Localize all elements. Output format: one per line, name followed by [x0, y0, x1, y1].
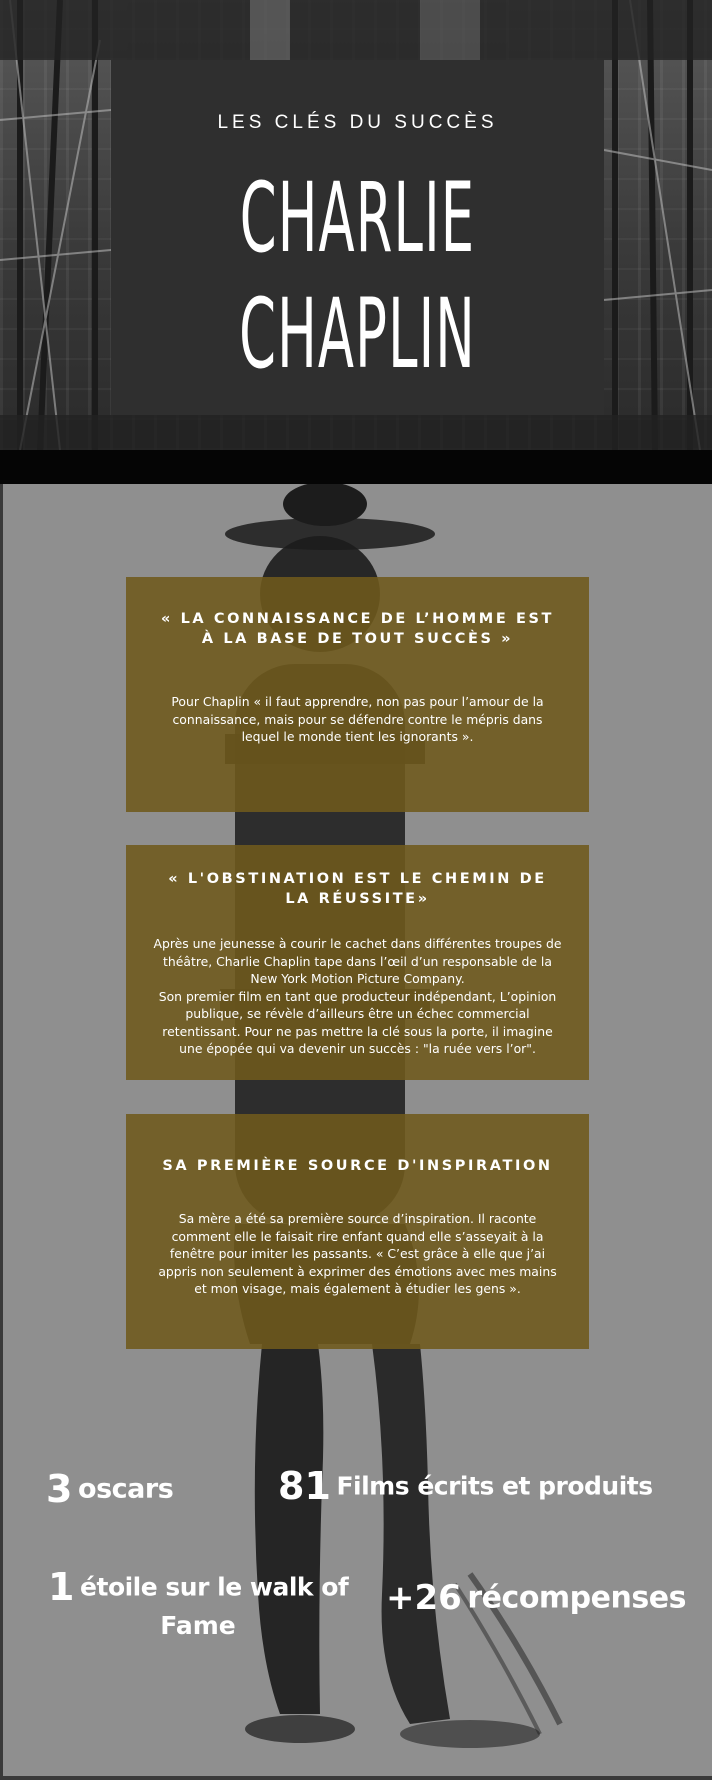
stat-number: 3	[46, 1467, 73, 1511]
card-title: « LA CONNAISSANCE DE L’HOMME EST À LA BASE DE TOUT SUCCÈS »	[160, 611, 555, 647]
stat-number: 1	[48, 1565, 75, 1609]
quote-card-inspiration	[126, 1114, 589, 1349]
card-title: « L'OBSTINATION EST LE CHEMIN DE LA RÉUSSITE»	[168, 871, 547, 907]
card-title: SA PREMIÈRE SOURCE D'INSPIRATION	[162, 1158, 553, 1174]
quote-card-knowledge	[126, 577, 589, 812]
stat-label: Films écrits et produits	[336, 1471, 653, 1501]
bottom-border	[0, 1776, 712, 1780]
hero-name	[222, 160, 493, 392]
card-body: Après une jeunesse à courir le cachet dans différentes troupes de théâtre, Charlie Chaplin tape dans l’œil d’un responsable de la New York Motion Picture Company. Son premier film en tant que producteur indépendant, L’opinion publique, se révèle d’ailleurs être un échec commercial retentissant. Pour ne pas mettre la clé sous la porte, il imagine une épopée qui va devenir un succès : "la ruée vers l’or".	[153, 936, 562, 1056]
stat-awards	[386, 1578, 686, 1618]
stat-oscars	[46, 1467, 173, 1511]
quote-card-obstination	[126, 845, 589, 1080]
card-body: Sa mère a été sa première source d’inspiration. Il raconte comment elle le faisait rire enfant quand elle s’asseyait à la fenêtre pour imiter les passants. « C’est grâce à elle que j’ai appris non seulement à exprimer des émotions avec mes mains et mon visage, mais également à étudier les gens ».	[158, 1211, 557, 1296]
stat-walk-of-fame	[48, 1565, 368, 1640]
black-divider-band	[0, 450, 712, 484]
hero-kicker: LES CLÉS DU SUCCÈS	[217, 112, 498, 133]
stat-label: oscars	[78, 1473, 174, 1505]
stat-label: récompenses	[467, 1580, 686, 1616]
stat-films	[278, 1464, 653, 1508]
hero-title-box	[111, 60, 604, 415]
hero-name-line1: CHARLIE	[239, 162, 476, 274]
stat-label-line1: étoile sur le walk of	[80, 1572, 349, 1602]
stat-number: +26	[386, 1578, 462, 1618]
stat-number: 81	[278, 1464, 331, 1508]
hero-section	[0, 0, 712, 450]
hero-name-line2: CHAPLIN	[239, 278, 476, 390]
stat-label-line2: Fame	[160, 1611, 236, 1640]
card-body: Pour Chaplin « il faut apprendre, non pas pour l’amour de la connaissance, mais pour se défendre contre le mépris dans lequel le monde tient les ignorants ».	[171, 694, 544, 744]
